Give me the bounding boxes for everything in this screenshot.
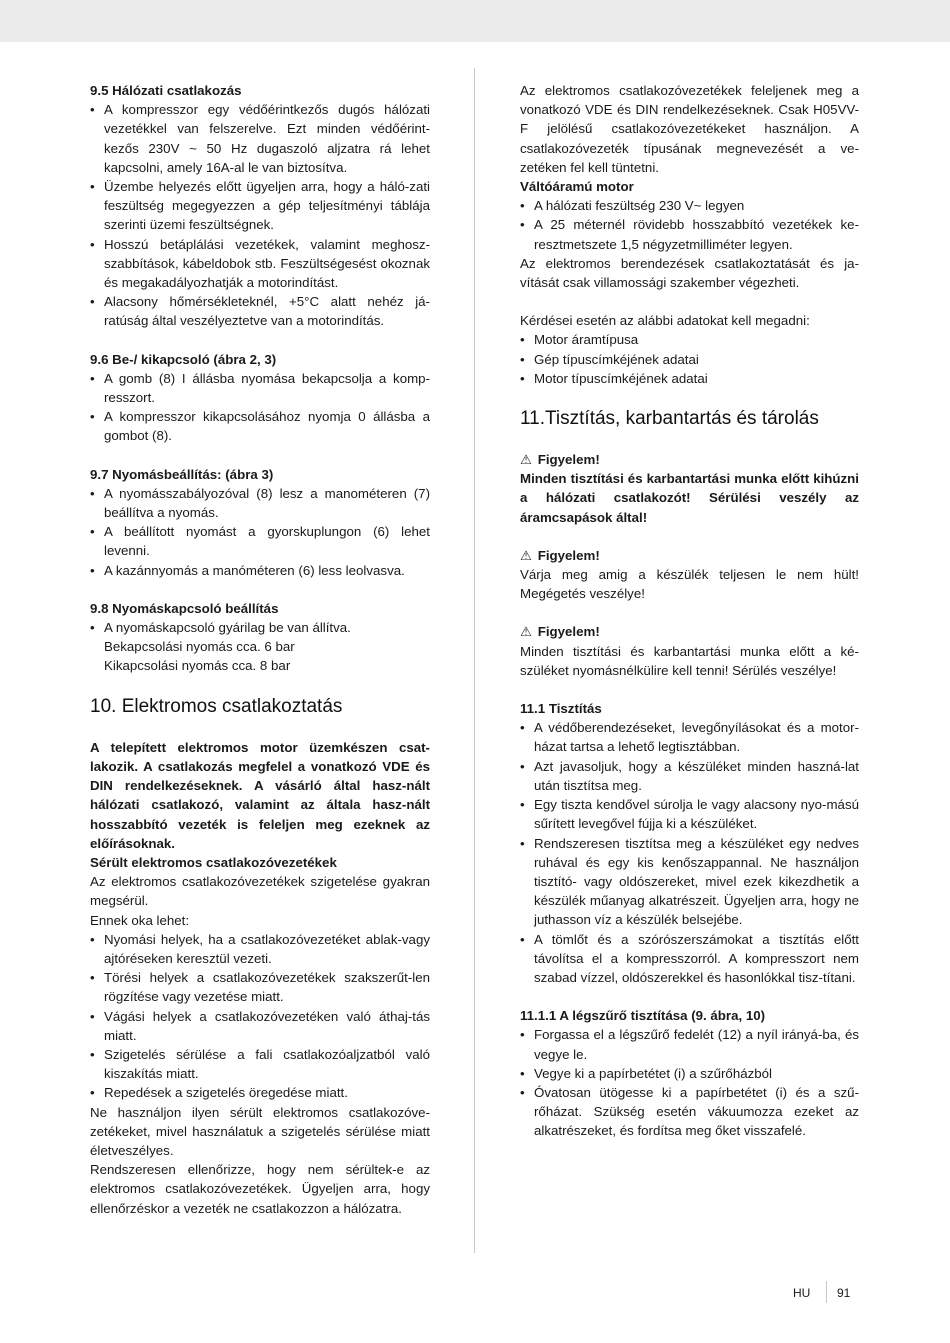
list-item: • A tömlőt és a szórószerszámokat a tisztítás előtt távolítsa el a kompresszorról. A kompresszort nem szabad vízzel, oldószerekkel és hasonlókkal tisz-títani. [520, 930, 859, 988]
list-item: • Rendszeresen tisztítsa meg a készüléket egy nedves ruhával és egy kis kenőszappannal. Ne használjon tisztító- vagy oldószereket, mivel ezek kikezdhetik a készülék műanyag alkatrészeit. Ügyeljen arra, hogy ne juthasson víz a készülék belsejébe. [520, 834, 859, 930]
page-number: 91 [837, 1286, 851, 1300]
list-item: • A 25 méternél rövidebb hosszabbító vezetékek ke-resztmetszete 1,5 négyzetmilliméter legyen. [520, 215, 859, 253]
section-9-8 [90, 599, 430, 676]
paragraph: Rendszeresen ellenőrizze, hogy nem sérültek-e az elektromos csatlakozóvezetékek. Ügyeljen arra, hogy ellenőrzéskor a vezeték ne csatlakozzon a hálózatra. [90, 1162, 430, 1216]
list-item: • Repedések a szigetelés öregedése miatt. [90, 1083, 430, 1102]
warning-3 [520, 622, 859, 680]
list-item: • Forgassa el a légszűrő fedelét (12) a nyíl irányá-ba, és vegye le. [520, 1025, 859, 1063]
list-item: • Vegye ki a papírbetétet (i) a szűrőházból [520, 1064, 859, 1083]
list-item: • Motor típuscímkéjének adatai [520, 369, 859, 388]
warning-triangle-icon: ⚠ [520, 624, 532, 640]
section-title: Váltóáramú motor [520, 179, 634, 195]
bullet-list [520, 196, 859, 254]
section-9-6 [90, 350, 430, 446]
footer-divider [826, 1281, 827, 1303]
section-title: 9.8 Nyomáskapcsoló beállítás [90, 600, 279, 616]
list-item: • Nyomási helyek, ha a csatlakozóvezetéket ablak-vagy ajtóréseken keresztül vezeti. [90, 930, 430, 968]
warning-triangle-icon: ⚠ [520, 452, 532, 468]
warning-text: Minden tisztítási és karbantartási munka előtt kihúzni a hálózati csatlakozót! Sérülési veszély az áramcsapások által! [520, 471, 859, 525]
list-item: • A kazánnyomás a manóméteren (6) less leolvasva. [90, 561, 430, 580]
warning-text: Minden tisztítási és karbantartási munka előtt a ké-szüléket nyomásnélkülire kell tenni! Sérülés veszélye! [520, 643, 859, 678]
list-item: • A kompresszor kikapcsolásához nyomja 0 állásba a gombot (8). [90, 407, 430, 445]
list-item: • A beállított nyomást a gyorskuplungon (6) lehet levenni. [90, 522, 430, 560]
bullet-list [90, 930, 430, 1103]
top-band [0, 0, 950, 42]
section-title: Sérült elektromos csatlakozóvezetékek [90, 854, 337, 870]
section-11-1 [520, 699, 859, 987]
section-title: 9.7 Nyomásbeállítás: (ábra 3) [90, 466, 274, 482]
warning-heading [520, 546, 859, 565]
bullet-list [90, 484, 430, 580]
left-column [90, 81, 430, 1218]
list-item: • Alacsony hőmérsékleteknél, +5°C alatt nehéz já-ratúság által veszélyeztetve van a motorindítás. [90, 292, 430, 330]
paragraph: Ne használjon ilyen sérült elektromos csatlakozóve-zetékeket, mivel használatuk a szigetelés sérülése miatt életveszélyes. [90, 1104, 430, 1158]
bullet-list [520, 1025, 859, 1140]
list-item [90, 618, 430, 676]
damaged-cables-section [90, 853, 430, 1218]
section-11-heading [520, 407, 859, 431]
section-title: 9.6 Be-/ kikapcsoló (ábra 2, 3) [90, 351, 277, 367]
section-10-heading: 10. Elektromos csatlakoztatás [90, 695, 343, 717]
list-item: • Vágási helyek a csatlakozóvezetéken való áthaj-tás miatt. [90, 1007, 430, 1045]
section-9-5 [90, 81, 430, 331]
ac-motor-section [520, 177, 859, 292]
section-number: 11. [520, 408, 546, 430]
warning-text: Várja meg amig a készülék teljesen le nem hült! Megégetés veszélye! [520, 567, 859, 602]
paragraph: Kérdései esetén az alábbi adatokat kell megadni: [520, 313, 810, 329]
list-item: • Törési helyek a csatlakozóvezetékek szakszerűt-len rögzítése vagy vezetése miatt. [90, 968, 430, 1006]
list-item: • Motor áramtípusa [520, 330, 859, 349]
warning-label: Figyelem! [537, 624, 600, 640]
list-item: • A gomb (8) I állásba nyomása bekapcsolja a komp-resszort. [90, 369, 430, 407]
list-item: • Szigetelés sérülése a fali csatlakozóaljzatból való kiszakítás miatt. [90, 1045, 430, 1083]
section-10-intro: A telepített elektromos motor üzemkészen csat-lakozik. A csatlakozás megfelel a vonatkozó VDE és DIN rendelkezéseknek. A vásárló által hasz-nált hálózati csatlakozó, valamint az általa hasz-nált hosszabbító vezeték is feleljen meg ezeknek az előírásoknak. [90, 739, 430, 851]
warning-label: Figyelem! [537, 547, 600, 563]
questions-section [520, 311, 859, 388]
list-item: • Üzembe helyezés előtt ügyeljen arra, hogy a háló-zati feszültség megegyezzen a gép teljesítményi táblája szerinti üzemi feszültségnek. [90, 177, 430, 235]
list-item-text: A nyomáskapcsoló gyárilag be van állítva. [104, 620, 351, 636]
list-item: • Gép típuscímkéjének adatai [520, 350, 859, 369]
bullet-list [90, 100, 430, 330]
list-item: • A kompresszor egy védőérintkezős dugós hálózati vezetékkel van felszerelve. Ezt minden védőérint-kezős 230V ~ 50 Hz dugaszoló aljzatra rá lehet kapcsolni, amely 16A-al le van biztosítva. [90, 100, 430, 177]
section-title: Tisztítás, karbantartás és tárolás [545, 408, 819, 430]
bullet-list [90, 369, 430, 446]
section-11-1-1 [520, 1006, 859, 1140]
bullet-list [90, 618, 430, 676]
warning-heading [520, 450, 859, 469]
section-title: 11.1 Tisztítás [520, 701, 602, 717]
paragraph: Az elektromos berendezések csatlakoztatását és ja-vítását csak villamossági szakember végezheti. [520, 255, 859, 291]
warning-2 [520, 546, 859, 604]
column-divider [474, 68, 475, 1253]
list-item: • Óvatosan ütögesse ki a papírbetétet (i) és a szű-rőházat. Szükség esetén vákuumozza ezeket az alkatrészeket, és fordítsa meg őket visszafelé. [520, 1083, 859, 1141]
list-item: • Azt javasoljuk, hogy a készüléket minden haszná-lat után tisztítsa meg. [520, 757, 859, 795]
list-item: • A hálózati feszültség 230 V~ legyen [520, 196, 859, 215]
paragraph: Ennek oka lehet: [90, 912, 190, 928]
footer-language: HU [793, 1286, 811, 1300]
list-item: • Egy tiszta kendővel súrolja le vagy alacsony nyo-mású sűrített levegővel fújja ki a készüléket. [520, 795, 859, 833]
list-item: • Hosszú betáplálási vezetékek, valamint meghosz-szabbítások, kábeldobok stb. Feszültségesést okoznak és megakadályozhatják a motorindítást. [90, 235, 430, 293]
off-pressure-text: Kikapcsolási nyomás cca. 8 bar [104, 658, 291, 674]
right-column [520, 81, 859, 1160]
warning-heading [520, 622, 859, 641]
warning-label: Figyelem! [537, 452, 600, 468]
warning-1 [520, 450, 859, 527]
paragraph: Az elektromos csatlakozóvezetékek szigetelése gyakran megsérül. [90, 874, 430, 909]
bullet-list [520, 330, 859, 388]
section-title: 9.5 Hálózati csatlakozás [90, 83, 242, 98]
section-9-7 [90, 465, 430, 580]
bullet-list [520, 718, 859, 987]
vde-paragraph: Az elektromos csatlakozóvezetékek feleljenek meg a vonatkozó VDE és DIN rendelkezéseknek. Csak H05VV-F jelölésű csatlakozóvezetékeket használjon. A csatlakozóvezeték típusának megnevezését a ve-zetéken fel kell tüntetni. [520, 83, 859, 175]
section-title: 11.1.1 A légszűrő tisztítása (9. ábra, 10) [520, 1008, 766, 1024]
list-item: • A nyomásszabályozóval (8) lesz a manométeren (7) beállítva a nyomás. [90, 484, 430, 522]
on-pressure-text: Bekapcsolási nyomás cca. 6 bar [104, 639, 295, 655]
list-item: • A védőberendezéseket, levegőnyílásokat és a motor-házat tartsa a lehető legtisztábban. [520, 718, 859, 756]
warning-triangle-icon: ⚠ [520, 547, 532, 563]
